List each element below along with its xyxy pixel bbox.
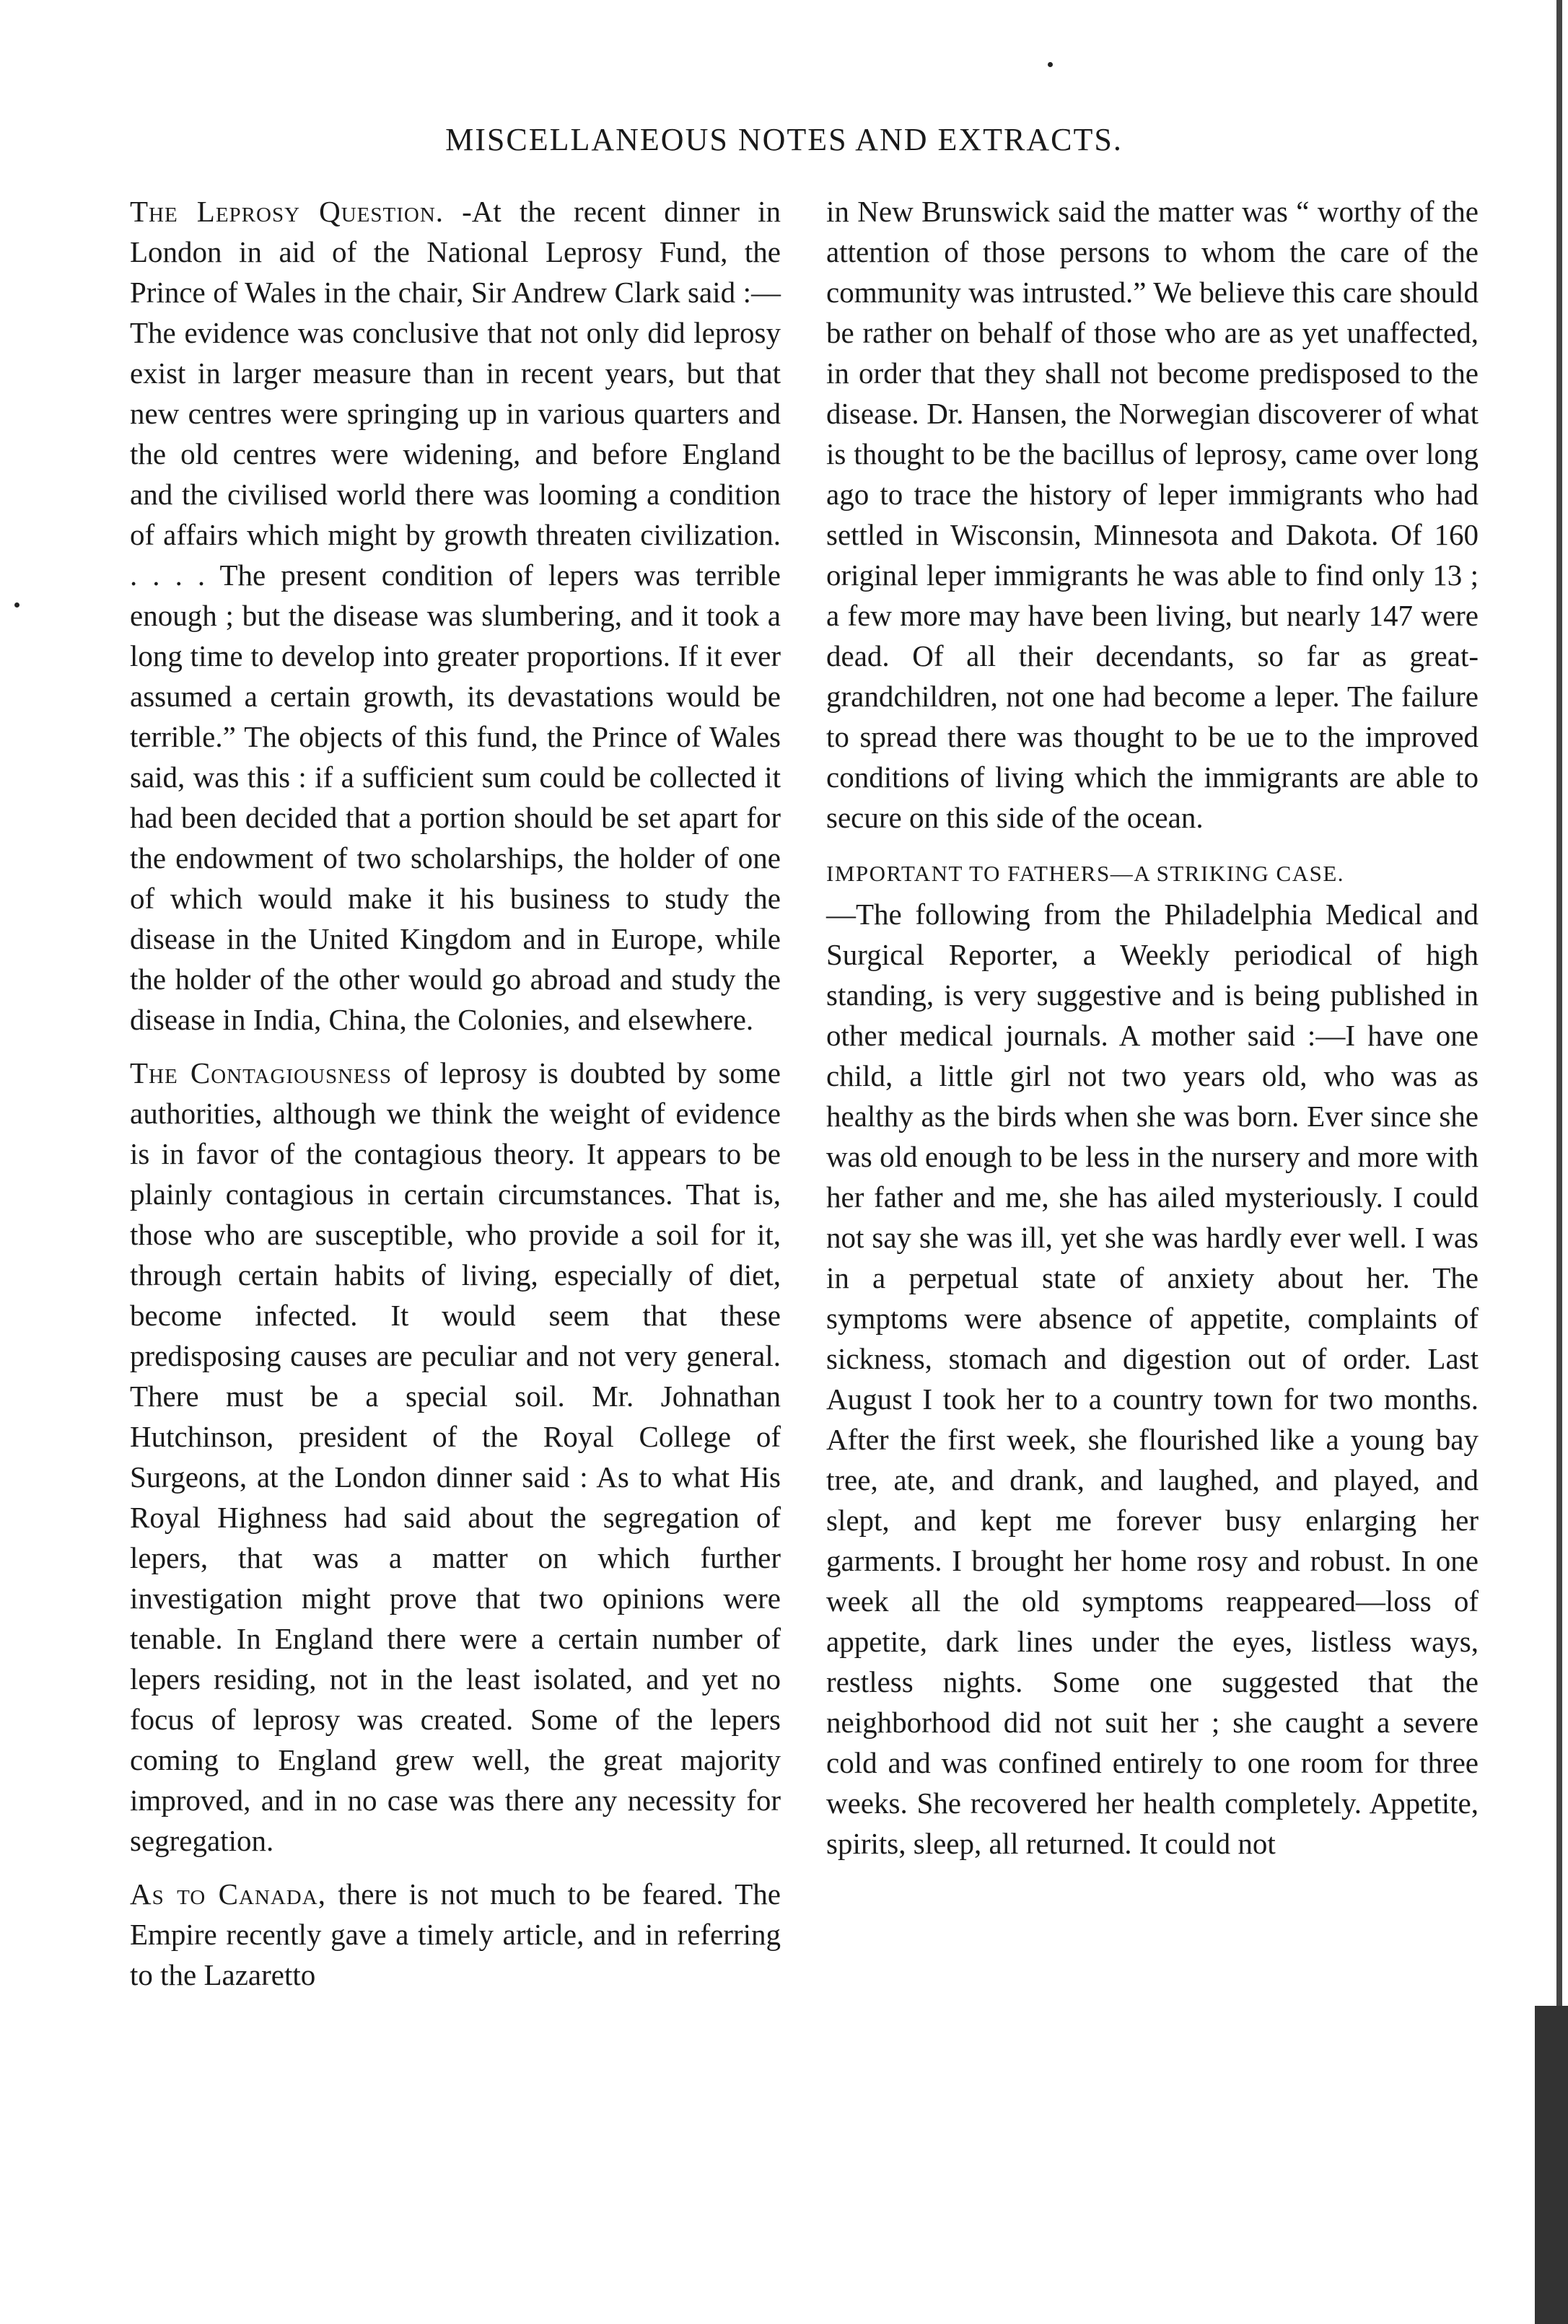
paragraph-text: -At the recent dinner in London in aid of the National Leprosy Fund, the Prince of Wales in the chair, Sir Andrew Clark said :—The evidence was conclusive that not only did leprosy exist in larger measure than in recent years, but that new centres were springing up in various quarters and the old centres were widening, and before England and the civilised world there was looming a condition of affairs which might by growth threaten civilization. . . . . The present condition of lepers was terrible enough ; but the disease was slumbering, and it took a long time to develop into greater proportions. If it ever assumed a certain growth, its devastations would be terrible.” The objects of this fund, the Prince of Wales said, was this : if a sufficient sum could be collected it had been decided that a portion should be set apart for the endowment of two scholarships, the holder of one of which would make it his business to study the disease in the United Kingdom and in Europe, while the holder of the other would go abroad and study the disease in India, China, the Colonies, and elsewhere. (130, 195, 781, 1036)
left-column (130, 191, 781, 2008)
section-heading: IMPORTANT TO FATHERS—A STRIKING CASE. (826, 861, 1345, 886)
paragraph-leprosy-question (130, 191, 781, 1040)
print-speck (1048, 62, 1053, 67)
running-head: MISCELLANEOUS NOTES AND EXTRACTS. (445, 122, 1123, 157)
print-speck (14, 602, 19, 608)
paragraph-text: of leprosy is doubted by some authorities, although we think the weight of evidence is in favor of the contagious theory. It appears to be plainly contagious in certain circumstances. That is, those who are susceptible, who provide a soil for it, through certain habits of living, especially of diet, become infected. It would seem that these predisposing causes are peculiar and not very general. There must be a special soil. Mr. Johnathan Hutchinson, president of the Royal College of Surgeons, at the London dinner said : As to what His Royal Highness had said about the segregation of lepers, that was a matter on which further investigation might prove that two opinions were tenable. In England there were a certain number of lepers residing, not in the least isolated, and yet no focus of leprosy was created. Some of the lepers coming to England grew well, the great majority improved, and in no case was there any necessity for segregation. (130, 1056, 781, 1857)
paragraph-lead: The Contagiousness (130, 1056, 392, 1089)
right-column (826, 191, 1479, 1877)
paragraph-important-to-fathers (826, 851, 1479, 1864)
paragraph-text: —The following from the Philadelphia Medical and Surgical Reporter, a Weekly periodical of high standing, is very suggestive and is being published in other medical journals. A mother said :—I have one child, a little girl not two years old, who was as healthy as the birds when she was born. Ever since she was old enough to be less in the nursery and more with her father and me, she has ailed mysteriously. I could not say she was ill, yet she was hardly ever well. I was in a perpetual state of anxiety about her. The symptoms were absence of appetite, complaints of sickness, stomach and digestion out of order. Last August I took her to a country town for two months. After the first week, she flourished like a young bay tree, ate, and drank, and laughed, and played, and slept, and kept me forever busy enlarging her garments. I brought her home rosy and robust. In one week all the old symptoms reappeared—loss of appetite, dark lines under the eyes, listless ways, restless nights. Some one suggested that the neighborhood did not suit her ; she caught a severe cold and was confined entirely to one room for three weeks. She recovered her health completely. Appetite, spirits, sleep, all returned. It could not (826, 898, 1479, 1860)
paragraph-new-brunswick (826, 191, 1479, 838)
paragraph-text: in New Brunswick said the matter was “ worthy of the attention of those persons to whom the care of the community was intrusted.” We believe this care should be rather on behalf of those who are as yet unaffected, in order that they shall not become predisposed to the disease. Dr. Hansen, the Norwegian discoverer of what is thought to be the bacillus of leprosy, came over long ago to trace the history of leper immigrants who had settled in Wisconsin, Minnesota and Dakota. Of 160 original leper immigrants he was able to find only 13 ; a few more may have been living, but nearly 147 were dead. Of all their decendants, so far as great-grandchildren, not one had become a leper. The failure to spread there was thought to be ue to the improved conditions of living which the immigrants are able to secure on this side of the ocean. (826, 195, 1479, 834)
paragraph-canada (130, 1874, 781, 1995)
paragraph-lead: As to Canada, (130, 1877, 326, 1911)
paragraph-contagiousness (130, 1053, 781, 1861)
page-edge-dark-patch (1535, 2006, 1568, 2324)
page-edge-shadow (1556, 0, 1562, 2324)
paragraph-lead: The Leprosy Question. (130, 195, 444, 228)
paragraph-text: there is not much to be feared. The Empire recently gave a timely article, and in referring to the Lazaretto (130, 1877, 781, 1991)
